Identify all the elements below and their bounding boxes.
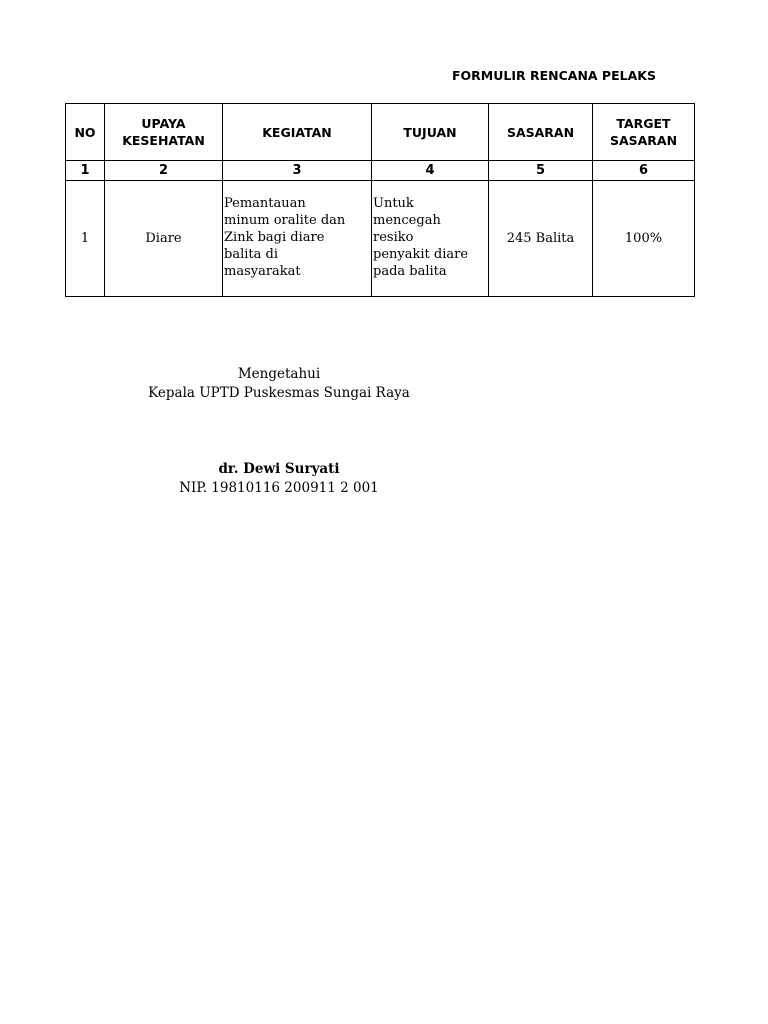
- cell-no: 1: [66, 181, 105, 297]
- cell-sasaran: 245 Balita: [489, 181, 593, 297]
- header-target-sasaran: [593, 104, 695, 161]
- cell-tujuan: Untuk mencegah resiko penyakit diare pada balita: [372, 181, 489, 297]
- header-kegiatan: KEGIATAN: [223, 104, 372, 161]
- header-tujuan: TUJUAN: [372, 104, 489, 161]
- column-number: 1: [66, 161, 105, 181]
- plan-table: [65, 103, 695, 297]
- signatory-nip: NIP. 19810116 200911 2 001: [179, 480, 379, 496]
- column-number: 3: [223, 161, 372, 181]
- approval-label: Mengetahui: [237, 366, 321, 382]
- column-number: 4: [372, 161, 489, 181]
- document-title: FORMULIR RENCANA PELAKS: [452, 68, 656, 83]
- header-target-line1: TARGET: [616, 116, 671, 131]
- cell-target-sasaran: 100%: [593, 181, 695, 297]
- column-number: 5: [489, 161, 593, 181]
- column-number: 6: [593, 161, 695, 181]
- table-row: [66, 181, 695, 297]
- header-upaya-line1: UPAYA: [141, 116, 186, 131]
- header-target-line2: SASARAN: [609, 133, 678, 148]
- header-no: NO: [66, 104, 105, 161]
- cell-upaya-kesehatan: Diare: [105, 181, 223, 297]
- column-number: 2: [105, 161, 223, 181]
- header-upaya-line2: KESEHATAN: [122, 133, 205, 148]
- approval-position: Kepala UPTD Puskesmas Sungai Raya: [148, 385, 410, 401]
- column-number-row: [66, 161, 695, 181]
- header-upaya-kesehatan: [105, 104, 223, 161]
- header-sasaran: SASARAN: [489, 104, 593, 161]
- cell-kegiatan: Pemantauan minum oralite dan Zink bagi diare balita di masyarakat: [223, 181, 372, 297]
- signatory-name: dr. Dewi Suryati: [218, 461, 340, 477]
- table-header-row: [66, 104, 695, 161]
